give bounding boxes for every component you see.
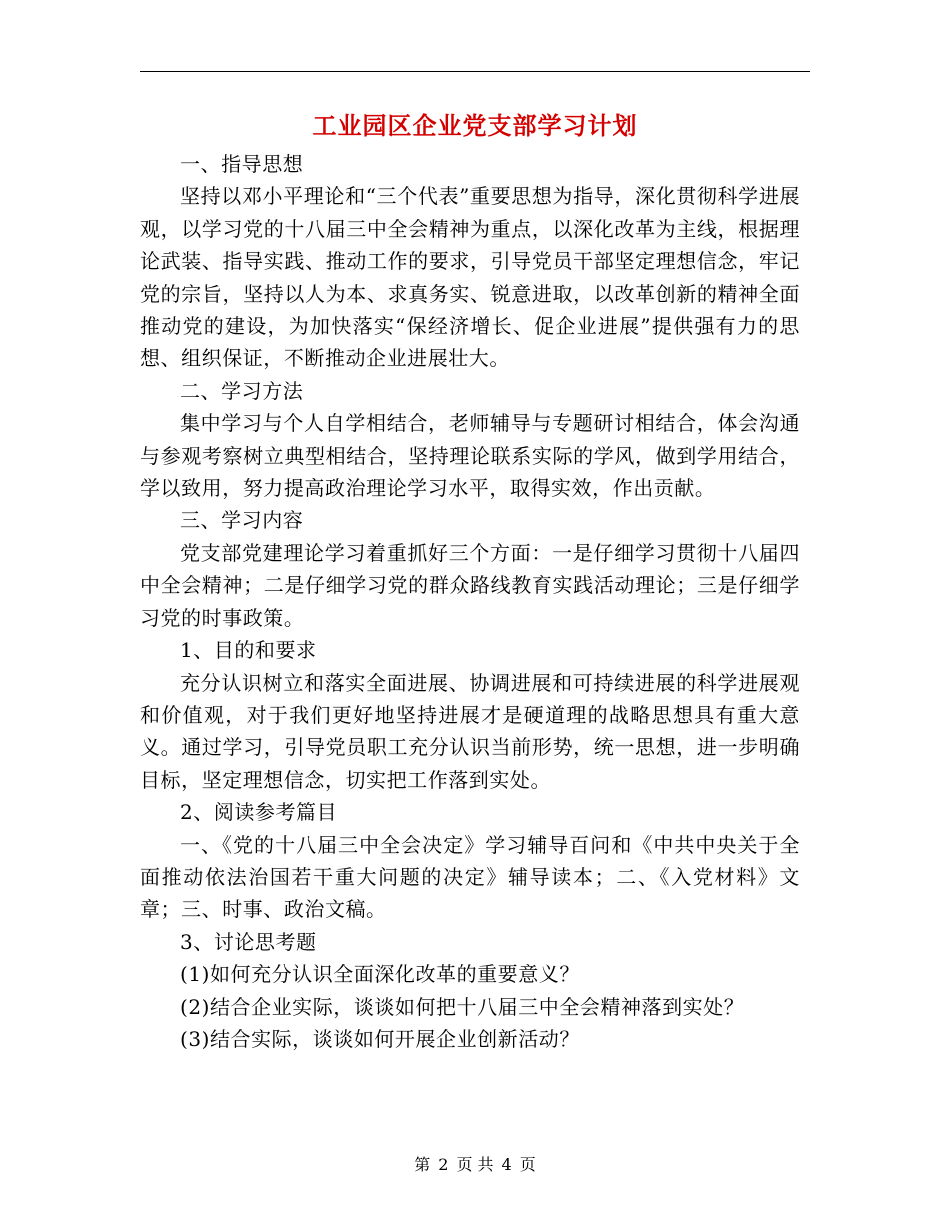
footer-suffix: 页	[519, 1155, 536, 1174]
document-body	[140, 148, 800, 1055]
footer-current-page: 2	[438, 1155, 449, 1174]
paragraph-purpose: 充分认识树立和落实全面进展、协调进展和可持续进展的科学进展观和价值观，对于我们更好地坚持进展才是硬道理的战略思想具有重大意义。通过学习，引导党员职工充分认识当前形势，统一思想，进一步明确目标，坚定理想信念，切实把工作落到实处。	[140, 670, 800, 792]
subheading-purpose: 1、目的和要求	[180, 638, 317, 663]
subheading-discussion: 3、讨论思考题	[180, 929, 317, 954]
paragraph-study-content: 党支部党建理论学习着重抓好三个方面：一是仔细学习贯彻十八届四中全会精神；二是仔细学习党的群众路线教育实践活动理论；三是仔细学习党的时事政策。	[140, 540, 800, 630]
paragraph-reading-list: 一、《党的十八届三中全会决定》学习辅导百问和《中共中央关于全面推动依法治国若干重大问题的决定》辅导读本；二、《入党材料》文章；三、时事、政治文稿。	[140, 832, 800, 922]
paragraph-study-methods: 集中学习与个人自学相结合，老师辅导与专题研讨相结合，体会沟通与参观考察树立典型相结合，坚持理论联系实际的学风，做到学用结合，学以致用，努力提高政治理论学习水平，取得实效，作出贡献。	[140, 411, 800, 501]
heading-study-content: 三、学习内容	[180, 508, 304, 533]
heading-study-methods: 二、学习方法	[180, 378, 304, 403]
discussion-question-3: (3)结合实际，谈谈如何开展企业创新活动？	[180, 1026, 580, 1051]
footer-prefix: 第	[414, 1155, 431, 1174]
footer-mid: 页 共	[456, 1155, 494, 1174]
paragraph-guiding-ideology: 坚持以邓小平理论和“三个代表”重要思想为指导，深化贯彻科学进展观，以学习党的十八届三中全会精神为重点，以深化改革为主线，根据理论武装、指导实践、推动工作的要求，引导党员干部坚定理想信念，牢记党的宗旨，坚持以人为本、求真务实、锐意进取，以改革创新的精神全面推动党的建设，为加快落实“保经济增长、促企业进展”提供强有力的思想、组织保证，不断推动企业进展壮大。	[140, 184, 800, 371]
discussion-question-1: (1)如何充分认识全面深化改革的重要意义？	[180, 962, 580, 987]
heading-guiding-ideology: 一、指导思想	[180, 152, 304, 176]
header-rule	[140, 71, 810, 72]
page-footer	[0, 1153, 950, 1177]
document-title: 工业园区企业党支部学习计划	[312, 111, 638, 140]
discussion-question-2: (2)结合企业实际，谈谈如何把十八届三中全会精神落到实处？	[180, 994, 745, 1019]
footer-total-pages: 4	[501, 1155, 512, 1174]
subheading-reading-list: 2、阅读参考篇目	[180, 800, 338, 825]
